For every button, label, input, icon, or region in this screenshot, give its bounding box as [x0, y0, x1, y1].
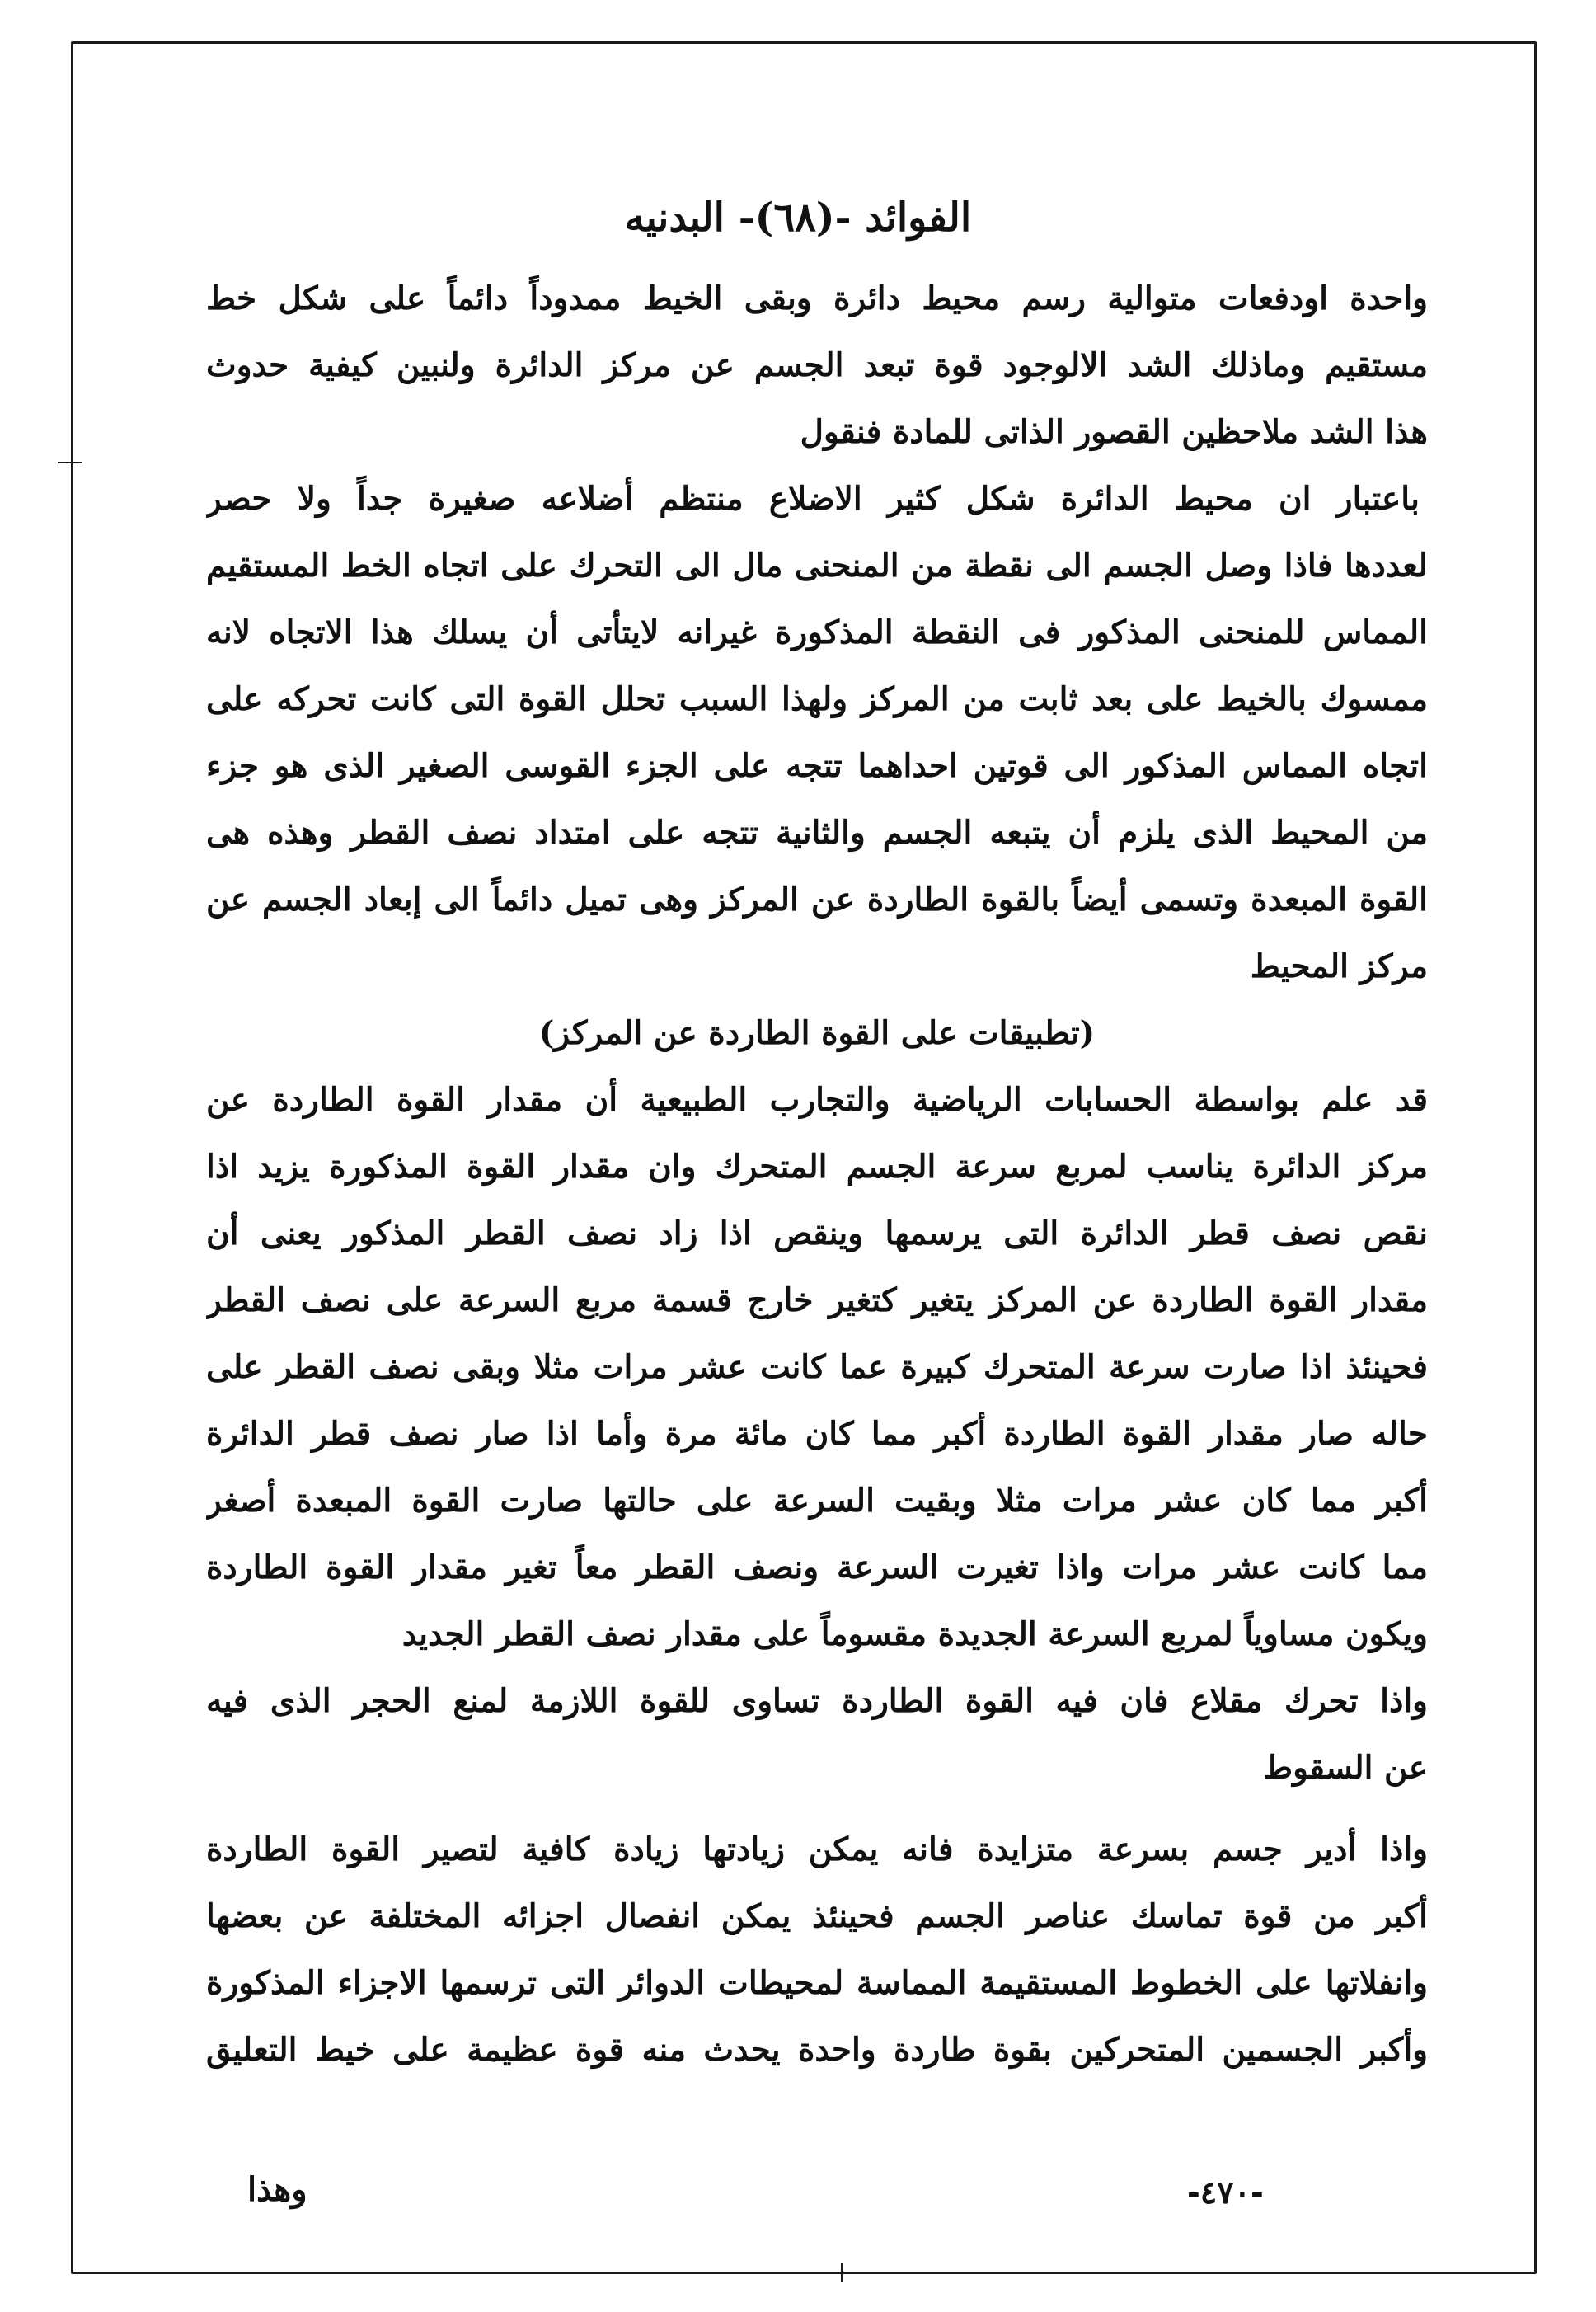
text-line: فحينئذ اذا صارت سرعة المتحرك كبيرة عما كانت عشر مرات مثلا وبقى نصف القطر على [206, 1348, 1428, 1386]
text-line: أكبر مما كان عشر مرات مثلا وبقيت السرعة على حالتها صارت القوة المبعدة أصغر [206, 1482, 1428, 1520]
paragraph [206, 466, 1428, 1000]
paragraph-gap [206, 1802, 1428, 1816]
text-line: نقص نصف قطر الدائرة التى يرسمها وينقص اذا زاد نصف القطر المذكور يعنى أن [206, 1215, 1428, 1252]
text-line: واذا تحرك مقلاع فان فيه القوة الطاردة تساوى للقوة اللازمة لمنع الحجر الذى فيه [206, 1682, 1428, 1720]
text-line: واحدة اودفعات متوالية رسم محيط دائرة وبقى الخيط ممدوداً دائماً على شكل خط [206, 280, 1428, 317]
text-line: القوة المبعدة وتسمى أيضاً بالقوة الطاردة عن المركز وهى تميل دائماً الى إبعاد الجسم عن [206, 881, 1428, 919]
text-line: باعتبار ان محيط الدائرة شكل كثير الاضلاع منتظم أضلاعه صغيرة جداً ولا حصر [206, 480, 1420, 518]
text-line: المماس للمنحنى المذكور فى النقطة المذكورة غيرانه لايتأتى أن يسلك هذا الاتجاه لانه [206, 613, 1428, 651]
running-title: الفوائد -(٦٨)- البدنيه [624, 195, 972, 241]
border-mark [58, 462, 82, 463]
catchword: وهذا [247, 2170, 307, 2209]
text-line: وأكبر الجسمين المتحركين بقوة طاردة واحدة يحدث منه قوة عظيمة على خيط التعليق [206, 2031, 1428, 2069]
text-line: مركز الدائرة يناسب لمربع سرعة الجسم المتحرك وان مقدار القوة المذكورة يزيد اذا [206, 1148, 1428, 1186]
text-line: ممسوك بالخيط على بعد ثابت من المركز ولهذا السبب تحلل القوة التى كانت تحركه على [206, 680, 1428, 718]
text-line: واذا أدير جسم بسرعة متزايدة فانه يمكن زيادتها زيادة كافية لتصير القوة الطاردة [206, 1830, 1428, 1868]
paragraph [206, 266, 1428, 466]
paragraph [206, 1668, 1428, 1802]
text-line: مما كانت عشر مرات واذا تغيرت السرعة ونصف القطر معاً تغير مقدار القوة الطاردة [206, 1548, 1428, 1586]
text-line: قد علم بواسطة الحسابات الرياضية والتجارب الطبيعية أن مقدار القوة الطاردة عن [206, 1081, 1428, 1119]
border-mark [841, 2263, 843, 2282]
text-line: مركز المحيط [1250, 947, 1428, 985]
text-line: من المحيط الذى يلزم أن يتبعه الجسم والثانية تتجه على امتداد نصف القطر وهذه هى [206, 814, 1428, 852]
paragraph [206, 1816, 1428, 2084]
paragraph [206, 1067, 1428, 1668]
text-line: وانفلاتها على الخطوط المستقيمة المماسة لمحيطات الدوائر التى ترسمها الاجزاء المذكورة [206, 1964, 1428, 2002]
page-number: -٤٧٠- [1187, 2173, 1264, 2211]
text-line: اتجاه المماس المذكور الى قوتين احداهما تتجه على الجزء القوسى الصغير الذى هو جزء [206, 747, 1428, 785]
text-line: مقدار القوة الطاردة عن المركز يتغير كتغير خارج قسمة مربع السرعة على نصف القطر [206, 1281, 1428, 1319]
text-line: أكبر من قوة تماسك عناصر الجسم فحينئذ يمكن انفصال اجزائه المختلفة عن بعضها [206, 1897, 1428, 1935]
text-line: لعددها فاذا وصل الجسم الى نقطة من المنحنى مال الى التحرك على اتجاه الخط المستقيم [206, 547, 1428, 585]
text-line: ويكون مساوياً لمربع السرعة الجديدة مقسوماً على مقدار نصف القطر الجديد [401, 1615, 1428, 1653]
text-line: عن السقوط [1263, 1749, 1428, 1787]
page-body [206, 266, 1428, 2084]
text-line: حاله صار مقدار القوة الطاردة أكبر مما كان مائة مرة وأما اذا صار نصف قطر الدائرة [206, 1415, 1428, 1453]
section-heading: (تطبيقات على القوة الطاردة عن المركز) [538, 1014, 1096, 1052]
text-line: مستقيم وماذلك الشد الالوجود قوة تبعد الجسم عن مركز الدائرة ولنبين كيفية حدوث [206, 346, 1428, 384]
text-line: هذا الشد ملاحظين القصور الذاتى للمادة فنقول [800, 413, 1428, 451]
